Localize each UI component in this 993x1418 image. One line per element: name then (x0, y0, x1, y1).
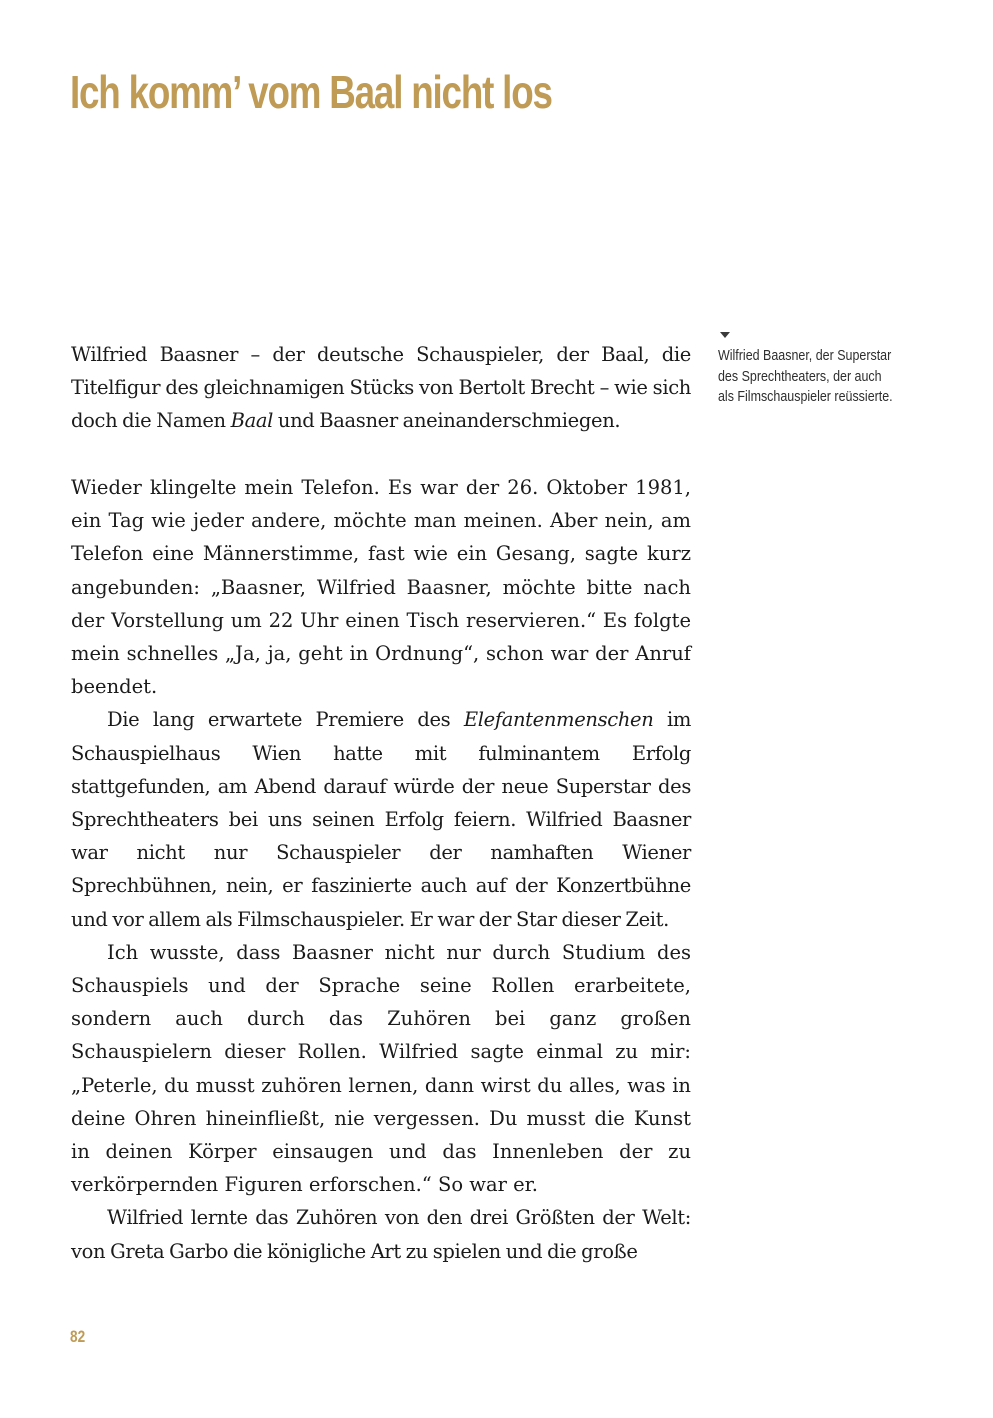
body-paragraph-3: Ich wusste, dass Baasner nicht nur durch Studium des Schauspiels und der Sprache seine Rollen erarbeitete, sondern auch durch das Zuhören bei ganz großen Schauspielern dieser Rollen. Wilfried sagte einmal zu mir: „Peterle, du musst zuhören lernen, dann wirst du alles, was in deine Ohren hineinfließt, nie vergessen. Du musst die Kunst in deinen Körper einsaugen und das Innenleben der zu verkörpernden Figuren erforschen.“ So war er. (71, 940, 691, 1197)
chapter-title: Ich komm’ vom Baal nicht los (70, 66, 552, 118)
body-paragraph-1: Wieder klingelte mein Telefon. Es war der 26. Oktober 1981, ein Tag wie jeder andere, möchte man meinen. Aber nein, am Telefon eine Männerstimme, fast wie ein Gesang, sagte kurz angebunden: „Baasner, Wilfried Baasner, möchte bitte nach der Vorstellung um 22 Uhr einen Tisch reservieren.“ Es folgte mein schnelles „Ja, ja, geht in Ordnung“, schon war der Anruf beendet. (71, 476, 691, 699)
body-paragraph-2 (71, 703, 691, 935)
lead-italic-term: Baal (230, 409, 274, 433)
caption-line: Wilfried Baasner, der Superstar (718, 348, 892, 364)
lead-paragraph (71, 338, 691, 438)
lead-text (71, 338, 691, 438)
page-number: 82 (70, 1327, 86, 1346)
caption-line: des Sprechtheaters, der auch (718, 368, 882, 385)
body-text (71, 471, 691, 1268)
sidenote (718, 332, 958, 408)
caption-line: als Filmschauspieler reüssierte. (718, 389, 893, 405)
body-paragraph-4: Wilfried lernte das Zuhören von den drei Größten der Welt: von Greta Garbo die königliche Art zu spielen und die große (71, 1206, 691, 1263)
paragraph-2-start: Die lang erwartete Premiere des (107, 708, 464, 732)
triangle-down-icon (720, 332, 730, 338)
lead-text-end: und Baasner aneinanderschmiegen. (273, 409, 621, 433)
paragraph-2-end: im Schauspielhaus Wien hatte mit fulminantem Erfolg stattgefunden, am Abend darauf würde der neue Superstar des Sprechtheaters bei uns seinen Erfolg feiern. Wilfried Baasner war nicht nur Schauspieler der namhaften Wiener Sprechbühnen, nein, er faszinierte auch auf der Konzertbühne und vor allem als Filmschauspieler. Er war der Star dieser Zeit. (71, 708, 691, 931)
sidenote-caption (718, 346, 958, 408)
lead-text-start: Wilfried Baasner – der deutsche Schauspieler, der Baal, die Titelfigur des gleichnamigen Stücks von Bertolt Brecht – wie sich doch die Namen (71, 343, 691, 433)
paragraph-2-italic-title: Elefantenmenschen (463, 708, 654, 732)
